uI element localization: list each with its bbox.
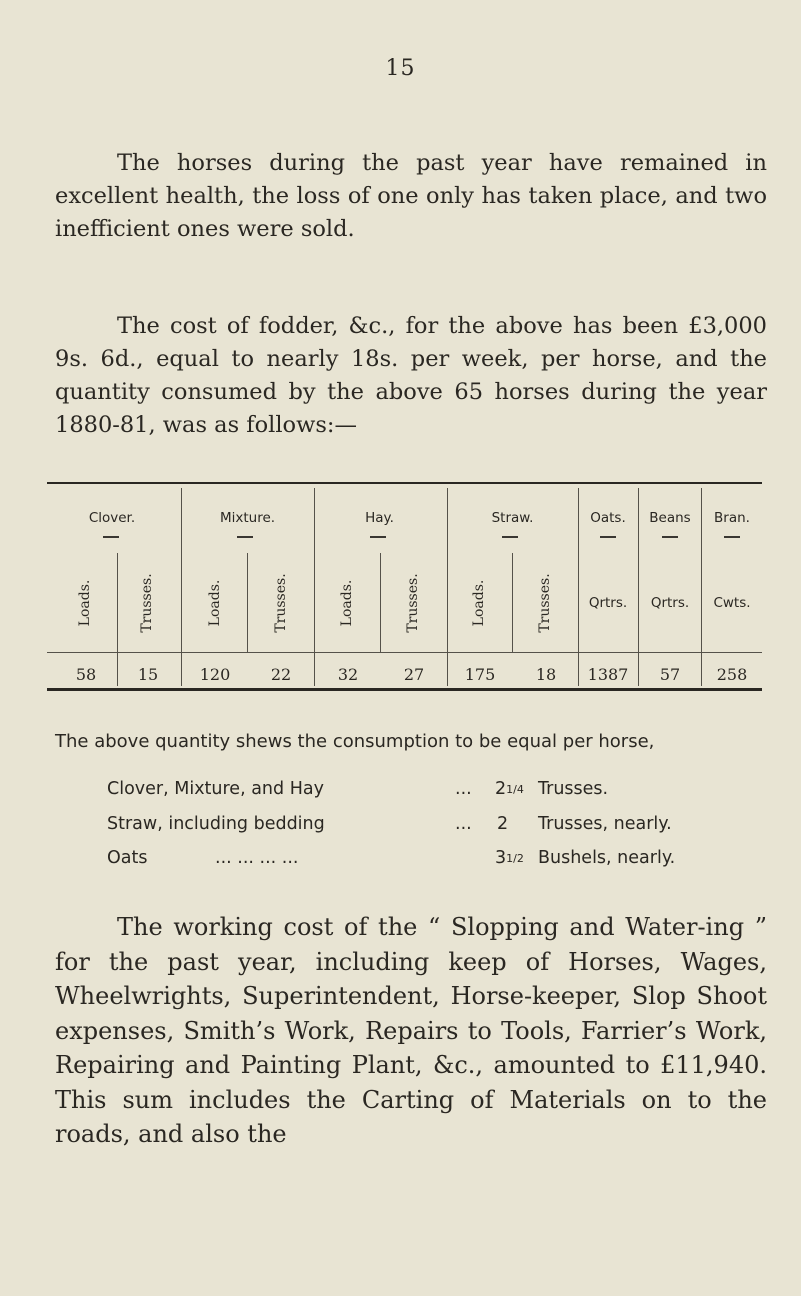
summary-leader: ... <box>455 814 472 834</box>
column-divider <box>181 488 182 686</box>
value-hay-trusses: 27 <box>403 665 425 684</box>
header-dash <box>103 536 119 538</box>
value-beans: 57 <box>659 665 681 684</box>
subheader-clover-trusses: Trusses. <box>139 573 155 633</box>
summary-unit: Trusses, nearly. <box>538 814 672 834</box>
subheader-hay-trusses: Trusses. <box>405 573 421 633</box>
header-clover: Clover. <box>88 510 136 526</box>
paragraph-horses-health: The horses during the past year have remained in excellent health, the loss of one only has taken place, and two inefficient ones were sold. <box>55 150 767 242</box>
summary-leader: ... ... ... ... <box>215 848 299 868</box>
header-oats: Oats. <box>590 510 626 526</box>
subheader-clover-loads: Loads. <box>77 579 93 627</box>
column-divider <box>701 488 702 686</box>
subheader-mixture-trusses: Trusses. <box>273 573 289 633</box>
sub-column-divider <box>512 553 513 652</box>
value-oats: 1387 <box>587 665 629 684</box>
summary-amount: 2 <box>497 814 509 834</box>
table-bottom-rule <box>47 688 762 691</box>
header-dash <box>237 536 253 538</box>
unit-beans: Qrtrs. <box>650 595 690 611</box>
summary-amount: 31/2 <box>495 848 524 868</box>
subheader-mixture-loads: Loads. <box>207 579 223 627</box>
summary-label: Straw, including bedding <box>107 814 325 834</box>
value-mixture-loads: 120 <box>199 665 231 684</box>
value-clover-trusses: 15 <box>137 665 159 684</box>
page-number: 15 <box>385 56 416 81</box>
header-hay: Hay. <box>365 510 394 526</box>
header-straw: Straw. <box>491 510 534 526</box>
unit-oats: Qrtrs. <box>588 595 628 611</box>
subheader-straw-loads: Loads. <box>471 579 487 627</box>
column-divider <box>578 488 579 686</box>
summary-intro: The above quantity shews the consumption to be equal per horse, <box>55 731 655 752</box>
column-divider <box>638 488 639 686</box>
value-mixture-trusses: 22 <box>270 665 292 684</box>
value-bran: 258 <box>716 665 748 684</box>
summary-label: Oats <box>107 848 148 868</box>
paragraph-fodder-cost: The cost of fodder, &c., for the above has been £3,000 9s. 6d., equal to nearly 18s. per week, per horse, and the quantity consumed by the above 65 horses during the year 1880-81, was as follows:— <box>55 313 767 438</box>
value-straw-trusses: 18 <box>535 665 557 684</box>
table-header-rule <box>47 652 762 653</box>
column-divider <box>447 488 448 686</box>
summary-label: Clover, Mixture, and Hay <box>107 779 324 799</box>
header-dash <box>502 536 518 538</box>
value-straw-loads: 175 <box>464 665 496 684</box>
sub-column-divider <box>247 553 248 652</box>
value-hay-loads: 32 <box>337 665 359 684</box>
summary-leader: ... <box>455 779 472 799</box>
header-dash <box>600 536 616 538</box>
subheader-hay-loads: Loads. <box>339 579 355 627</box>
summary-unit: Trusses. <box>538 779 609 799</box>
unit-bran: Cwts. <box>713 595 751 611</box>
header-dash <box>662 536 678 538</box>
subheader-straw-trusses: Trusses. <box>537 573 553 633</box>
column-divider <box>314 488 315 686</box>
value-clover-loads: 58 <box>75 665 97 684</box>
sub-column-divider <box>380 553 381 652</box>
header-bran: Bran. <box>714 510 750 526</box>
header-dash <box>724 536 740 538</box>
header-beans: Beans <box>649 510 691 526</box>
summary-unit: Bushels, nearly. <box>538 848 676 868</box>
header-mixture: Mixture. <box>219 510 276 526</box>
sub-column-divider <box>117 553 118 686</box>
summary-amount: 21/4 <box>495 779 524 799</box>
header-dash <box>370 536 386 538</box>
paragraph-working-cost: The working cost of the “ Slopping and Water-ing ” for the past year, including keep of Horses, Wages, Wheelwrights, Superintendent, Horse-keeper, Slop Shoot expenses, Smith’s Work, Repairs to Tools, Farrier’s Work, Repairing and Painting Plant, &c., amounted to £11,940. This sum includes the Carting of Materials on to the roads, and also the <box>55 913 767 1148</box>
table-top-rule <box>47 482 762 484</box>
